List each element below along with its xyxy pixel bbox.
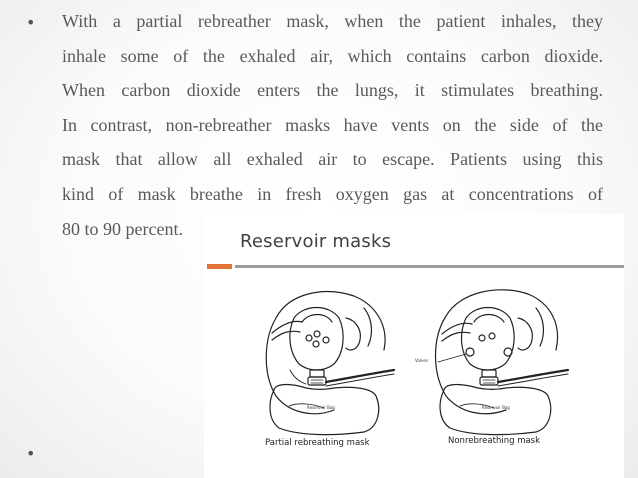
- paragraph-line: inhale some of the exhaled air, which contains carbon dioxide.: [62, 45, 603, 66]
- paragraph-line: In contrast, non-rebreather masks have vents on the side of the: [62, 114, 603, 135]
- nonrebreathing-caption: Nonrebreathing mask: [448, 436, 541, 446]
- paragraph-line: kind of mask breathe in fresh oxygen gas at concentrations of: [62, 183, 603, 204]
- paragraph-line: When carbon dioxide enters the lungs, it stimulates breathing.: [62, 80, 603, 101]
- paragraph-line: With a partial rebreather mask, when the patient inhales, they: [62, 11, 603, 31]
- reservoir-bag-label: Reservoir Bag: [482, 405, 510, 410]
- bullet-paragraph: [62, 4, 603, 246]
- title-rule: [235, 265, 624, 268]
- empty-bullet-marker: •: [26, 444, 36, 463]
- nonrebreathing-mask-illustration: [422, 278, 582, 436]
- valves-label: Valves: [415, 358, 428, 363]
- partial-rebreathing-mask-illustration: [254, 278, 404, 436]
- accent-bar: [207, 264, 232, 269]
- reservoir-bag-label: Reservoir Bag: [307, 405, 335, 410]
- figure-title: Reservoir masks: [240, 231, 392, 252]
- paragraph-line: 80 to 90 percent.: [62, 218, 183, 239]
- bullet-marker: •: [26, 13, 36, 32]
- reservoir-masks-figure: [204, 214, 624, 478]
- partial-rebreathing-caption: Partial rebreathing mask: [265, 438, 370, 448]
- paragraph-line: mask that allow all exhaled air to escape. Patients using this: [62, 149, 603, 170]
